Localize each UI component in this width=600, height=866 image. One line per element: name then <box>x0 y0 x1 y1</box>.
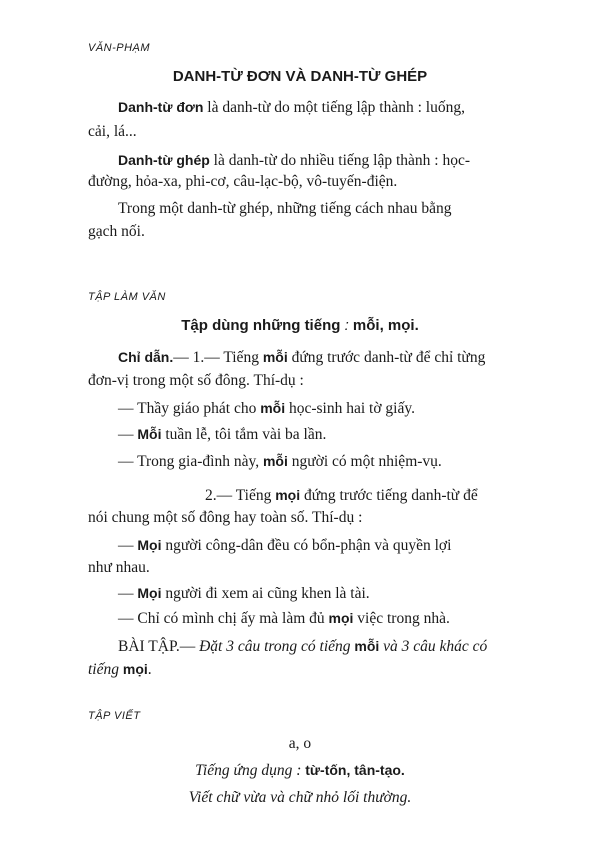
guide-line-1 <box>118 347 485 368</box>
text: là danh-từ do nhiều tiếng lập thành : học- <box>209 152 471 169</box>
text: 2.— Tiếng <box>205 487 276 504</box>
example-moi2-1 <box>118 535 451 556</box>
guide-label: Chỉ dẫn. <box>118 349 174 365</box>
text: — Chỉ có mình chị ấy mà làm đủ <box>118 610 329 627</box>
text: Đặt 3 câu trong có tiếng <box>195 638 355 655</box>
text-line: cải, lá... <box>88 123 137 140</box>
term-compound-noun: Danh-từ ghép <box>118 152 210 168</box>
keyword-moi: mỗi <box>262 453 288 469</box>
keyword-moi: mỗi <box>260 400 286 416</box>
exercise-line-2 <box>88 659 152 680</box>
paragraph-hyphen-rule: Trong một danh-từ ghép, những tiếng cách nhau bằng <box>118 200 452 217</box>
keyword-moi: mỗi <box>354 638 380 654</box>
section-label-writing: TẬP VIẾT <box>88 710 141 722</box>
section-title-composition <box>0 317 600 334</box>
text: — Thầy giáo phát cho <box>118 400 261 417</box>
text: người có một nhiệm-vụ. <box>287 453 442 470</box>
text: tiếng <box>88 661 123 678</box>
keyword-moi-2: mọi <box>275 487 301 503</box>
text: người công-dân đều có bổn-phận và quyền lợi <box>161 537 452 554</box>
section-label-composition: TẬP LÀM VĂN <box>88 291 166 303</box>
title-text: Tập dùng những tiếng <box>181 317 345 334</box>
title-colon: : <box>344 317 353 334</box>
section-title-grammar: DANH-TỪ ĐƠN VÀ DANH-TỪ GHÉP <box>172 68 428 85</box>
writing-application <box>0 760 600 781</box>
example-moi2-3 <box>118 608 450 629</box>
keyword-moi-2: mọi <box>122 661 148 677</box>
text: — Trong gia-đình này, <box>118 453 263 470</box>
example-moi-1 <box>118 398 415 419</box>
text: — <box>118 426 138 443</box>
text: việc trong nhà. <box>353 610 450 627</box>
guide-line-2 <box>205 485 478 506</box>
text-line: nói chung một số đông hay toàn số. Thí-dụ : <box>88 509 363 526</box>
keyword-moi: Mỗi <box>137 426 162 442</box>
text: và 3 câu khác có <box>379 638 488 655</box>
text: . <box>147 661 152 678</box>
example-moi2-2 <box>118 583 370 604</box>
text-line: đường, hỏa-xa, phi-cơ, câu-lạc-bộ, vô-tuyến-điện. <box>88 173 398 190</box>
text: là danh-từ do một tiếng lập thành : luống, <box>203 99 465 116</box>
keyword-moi-2: Mọi <box>137 537 162 553</box>
text-line: đơn-vị trong một số đông. Thí-dụ : <box>88 372 304 389</box>
section-label-grammar: VĂN-PHẠM <box>88 42 151 54</box>
text: học-sinh hai tờ giấy. <box>285 400 415 417</box>
writing-letters: a, o <box>288 735 312 752</box>
keyword-moi-2: Mọi <box>137 585 162 601</box>
term-simple-noun: Danh-từ đơn <box>118 99 204 115</box>
example-moi-2 <box>118 424 326 445</box>
application-words: từ-tốn, tân-tạo. <box>305 762 405 778</box>
application-label: Tiếng ứng dụng : <box>195 762 302 779</box>
text: đứng trước tiếng danh-từ để <box>300 487 478 504</box>
keyword-moi: mỗi <box>262 349 288 365</box>
text: người đi xem ai cũng khen là tài. <box>161 585 370 602</box>
text-line: gạch nối. <box>88 223 145 240</box>
paragraph-compound-noun <box>118 150 470 171</box>
text: — <box>118 585 138 602</box>
text: — 1.— Tiếng <box>173 349 263 366</box>
paragraph-simple-noun <box>118 97 465 118</box>
text: tuần lễ, tôi tắm vài ba lần. <box>161 426 327 443</box>
text: — <box>118 537 138 554</box>
exercise-line-1 <box>118 636 487 657</box>
writing-instruction: Viết chữ vừa và chữ nhỏ lối thường. <box>188 789 412 806</box>
example-moi-3 <box>118 451 442 472</box>
keyword-moi-2: mọi <box>328 610 354 626</box>
title-words: mỗi, mọi. <box>352 317 419 334</box>
exercise-label: BÀI TẬP.— <box>118 638 196 655</box>
text-line: như nhau. <box>88 559 150 576</box>
text: đứng trước danh-từ để chỉ từng <box>287 349 486 366</box>
